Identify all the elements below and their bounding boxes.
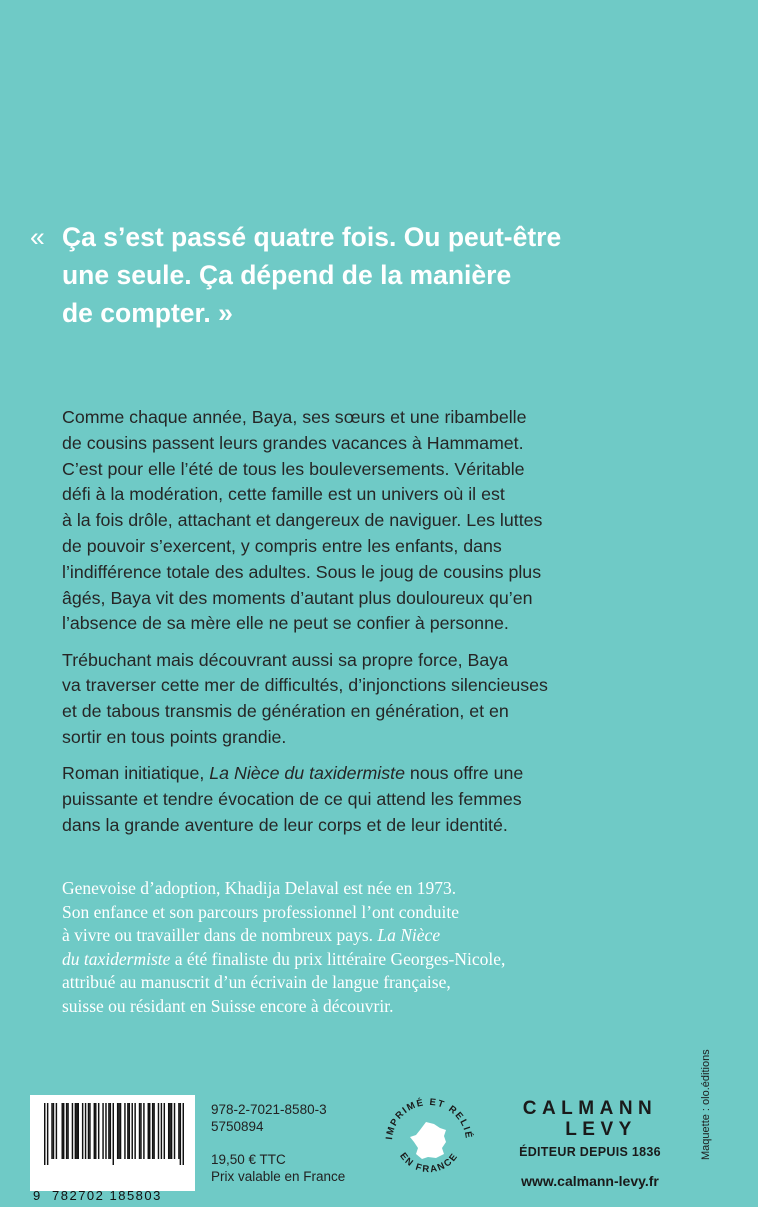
printed-in-france-seal — [382, 1090, 476, 1190]
seal-bottom-text: EN FRANCE — [397, 1150, 461, 1176]
blurb-line: Trébuchant mais découvrant aussi sa propre force, Baya — [62, 649, 509, 670]
bio-line: attribué au manuscrit d’un écrivain de langue française, — [62, 972, 451, 993]
barcode-bar — [67, 1103, 68, 1159]
blurb-line — [62, 761, 722, 787]
barcode-bar — [132, 1103, 133, 1159]
barcode-bar — [178, 1103, 179, 1159]
barcode-bar — [124, 1103, 125, 1159]
seal-top-text: IMPRIMÉ ET RELIÉ — [384, 1096, 475, 1141]
barcode-bar — [161, 1103, 162, 1159]
barcode-bar — [180, 1103, 181, 1165]
publisher-since: ÉDITEUR DEPUIS 1836 — [519, 1145, 661, 1159]
barcode-bar — [98, 1103, 99, 1159]
blurb-line: l’indifférence totale des adultes. Sous le joug de cousins plus — [62, 561, 542, 582]
barcode-bar — [118, 1103, 119, 1159]
barcode-bar — [47, 1103, 48, 1165]
blurb-paragraph-3 — [62, 761, 722, 838]
blurb-line: l’absence de sa mère elle ne peut se confier à personne. — [62, 613, 509, 634]
barcode-bar — [143, 1103, 144, 1159]
blurb-line: et de tabous transmis de génération en génération, et en — [62, 701, 509, 722]
blurb-line: de pouvoir s’exercent, y compris entre les enfants, dans — [62, 535, 502, 556]
blurb-line: de cousins passent leurs grandes vacances à Hammamet. — [62, 432, 524, 453]
quote-line: une seule. Ça dépend de la manière — [62, 260, 512, 290]
barcode-bar — [85, 1103, 86, 1159]
design-credit: Maquette : olo.éditions — [700, 1049, 712, 1160]
barcode-bar — [95, 1103, 96, 1159]
barcode-bar — [117, 1103, 118, 1159]
book-title-italic: du taxidermiste — [62, 948, 171, 969]
barcode-bar — [105, 1103, 106, 1159]
blurb-line: défi à la modération, cette famille est un univers où il est — [62, 484, 505, 505]
barcode-bar — [44, 1103, 45, 1165]
publisher-url[interactable]: www.calmann-levy.fr — [521, 1173, 659, 1189]
bio-text: à vivre ou travailler dans de nombreux pays. — [62, 925, 378, 946]
publisher-logo — [510, 1098, 670, 1140]
france-map-icon — [410, 1122, 446, 1159]
bio-text: a été finaliste du prix littéraire Georges-Nicole, — [170, 948, 506, 969]
blurb-line: va traverser cette mer de difficultés, d’injonctions silencieuses — [62, 675, 548, 696]
barcode-bar — [183, 1103, 184, 1165]
barcode-bar — [82, 1103, 83, 1159]
barcode-bar — [120, 1103, 121, 1159]
barcode-bar — [53, 1103, 54, 1159]
barcode-bar — [102, 1103, 103, 1159]
bio-line: suisse ou résidant en Suisse encore à découvrir. — [62, 995, 394, 1016]
book-blurb — [62, 405, 722, 849]
barcode-bar — [110, 1103, 111, 1159]
barcode-bar — [148, 1103, 149, 1159]
barcode-bars — [44, 1103, 184, 1165]
author-bio — [62, 877, 712, 1019]
book-title-italic: La Nièce — [377, 925, 441, 946]
bio-line: Genevoise d’adoption, Khadija Delaval est née en 1973. — [62, 878, 457, 898]
barcode-bar — [75, 1103, 76, 1159]
publisher-logo-line-1: CALMANN — [522, 1098, 658, 1119]
blurb-paragraph-1 — [62, 405, 722, 637]
quote-open-mark: « — [30, 222, 45, 252]
pull-quote — [30, 218, 650, 332]
blurb-paragraph-2 — [62, 648, 722, 751]
barcode-bar — [139, 1103, 140, 1159]
barcode-bar — [129, 1103, 130, 1159]
publisher-logo-line-2: LEVY — [565, 1119, 637, 1140]
quote-line: de compter. » — [62, 298, 233, 328]
barcode-bar — [113, 1103, 114, 1165]
bio-line — [62, 924, 712, 948]
barcode-bar — [66, 1103, 67, 1159]
barcode-bar — [76, 1103, 77, 1159]
barcode-bar — [94, 1103, 95, 1159]
blurb-line: dans la grande aventure de leur corps et de leur identité. — [62, 814, 508, 835]
blurb-line: puissante et tendre évocation de ce qui attend les femmes — [62, 789, 522, 810]
blurb-text: nous offre une — [404, 763, 524, 784]
price: 19,50 € TTC — [211, 1152, 286, 1167]
blurb-line: à la fois drôle, attachant et dangereux de naviguer. Les luttes — [62, 510, 543, 531]
barcode-bar — [51, 1103, 52, 1159]
barcode-bar — [149, 1103, 150, 1159]
barcode — [30, 1095, 195, 1203]
publisher-block — [510, 1098, 670, 1189]
barcode-bar — [88, 1103, 89, 1159]
isbn-info — [211, 1102, 345, 1185]
barcode-rest-digits: 782702 185803 — [52, 1188, 162, 1203]
product-code: 5750894 — [211, 1118, 264, 1134]
barcode-bar — [168, 1103, 169, 1159]
blurb-text: Roman initiatique, — [62, 763, 210, 784]
barcode-bar — [127, 1103, 128, 1159]
bio-line — [62, 948, 712, 972]
barcode-bar — [72, 1103, 73, 1159]
blurb-line: Comme chaque année, Baya, ses sœurs et une ribambelle — [62, 407, 527, 427]
isbn-number: 978-2-7021-8580-3 — [211, 1102, 327, 1117]
barcode-bar — [174, 1103, 175, 1159]
barcode-bar — [108, 1103, 109, 1159]
barcode-bar — [140, 1103, 141, 1159]
barcode-bar — [171, 1103, 172, 1159]
barcode-bar — [169, 1103, 170, 1159]
barcode-bar — [164, 1103, 165, 1159]
barcode-bar — [62, 1103, 63, 1159]
barcode-bar — [158, 1103, 159, 1159]
quote-line: Ça s’est passé quatre fois. Ou peut-être — [62, 222, 562, 252]
barcode-bar — [78, 1103, 79, 1159]
bio-line: Son enfance et son parcours professionnel l’ont conduite — [62, 901, 460, 922]
blurb-line: sortir en tous points grandie. — [62, 727, 287, 748]
barcode-bar — [89, 1103, 90, 1159]
barcode-bar — [56, 1103, 57, 1159]
barcode-first-digit: 9 — [33, 1188, 42, 1203]
barcode-bar — [152, 1103, 153, 1159]
barcode-bar — [153, 1103, 154, 1159]
price-note: Prix valable en France — [211, 1168, 346, 1184]
barcode-bar — [134, 1103, 135, 1159]
book-title-italic: La Nièce du taxidermiste — [209, 763, 405, 784]
barcode-bar — [63, 1103, 64, 1159]
blurb-line: C’est pour elle l’été de tous les bouleversements. Véritable — [62, 458, 525, 479]
blurb-line: âgés, Baya vit des moments d’autant plus douloureux qu’en — [62, 587, 533, 608]
